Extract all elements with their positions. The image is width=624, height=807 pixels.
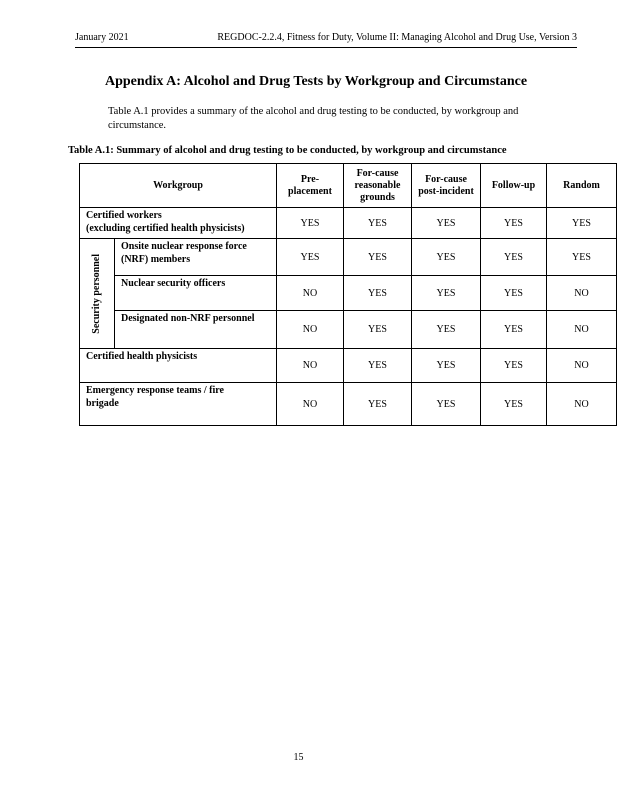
running-header	[75, 31, 577, 48]
cell-value: NO	[547, 383, 617, 426]
appendix-heading: Appendix A: Alcohol and Drug Tests by Workgroup and Circumstance	[105, 74, 528, 89]
cell-value: YES	[412, 276, 481, 311]
table-header-row	[80, 164, 617, 208]
cell-value: YES	[412, 349, 481, 383]
testing-summary-table	[79, 163, 617, 426]
cell-value: YES	[481, 239, 547, 276]
cell-value: YES	[412, 239, 481, 276]
row-group-security-personnel	[80, 239, 115, 349]
row-label-emergency-response-teams: Emergency response teams / fire brigade	[80, 383, 277, 426]
row-label-nuclear-security-officers: Nuclear security officers	[115, 276, 277, 311]
cell-value: YES	[344, 311, 412, 349]
cell-value: YES	[344, 239, 412, 276]
cell-value: YES	[481, 311, 547, 349]
column-header-random: Random	[547, 164, 617, 208]
cell-value: YES	[481, 208, 547, 239]
cell-value: YES	[412, 383, 481, 426]
security-personnel-vertical-label: Security personnel	[91, 253, 102, 334]
column-header-workgroup: Workgroup	[80, 164, 277, 208]
intro-paragraph: Table A.1 provides a summary of the alcohol and drug testing to be conducted, by workgroup and circumstance.	[108, 106, 519, 131]
column-header-pre-placement: Pre-placement	[277, 164, 344, 208]
cell-value: YES	[412, 208, 481, 239]
cell-value: YES	[277, 208, 344, 239]
cell-value: NO	[547, 349, 617, 383]
cell-value: NO	[277, 383, 344, 426]
table-caption: Table A.1: Summary of alcohol and drug testing to be conducted, by workgroup and circumstance	[68, 145, 507, 156]
cell-value: YES	[344, 349, 412, 383]
page-number: 15	[293, 752, 304, 763]
row-label-onsite-nrf-members: Onsite nuclear response force (NRF) members	[115, 239, 277, 276]
cell-value: YES	[344, 276, 412, 311]
table-row-onsite-nrf-members	[80, 239, 617, 276]
cell-value: NO	[547, 311, 617, 349]
table-row-nuclear-security-officers	[80, 276, 617, 311]
column-header-for-cause-reasonable-grounds: For-cause reasonable grounds	[344, 164, 412, 208]
cell-value: YES	[344, 383, 412, 426]
cell-value: NO	[547, 276, 617, 311]
cell-value: YES	[547, 239, 617, 276]
column-header-for-cause-post-incident: For-cause post-incident	[412, 164, 481, 208]
row-label-certified-health-physicists: Certified health physicists	[80, 349, 277, 383]
cell-value: YES	[277, 239, 344, 276]
column-header-follow-up: Follow-up	[481, 164, 547, 208]
cell-value: YES	[481, 383, 547, 426]
table-row-designated-non-nrf-personnel	[80, 311, 617, 349]
cell-value: YES	[481, 349, 547, 383]
table-row-certified-workers	[80, 208, 617, 239]
table-row-emergency-response-teams	[80, 383, 617, 426]
cell-value: NO	[277, 311, 344, 349]
cell-value: NO	[277, 349, 344, 383]
row-label-certified-workers: Certified workers (excluding certified health physicists)	[80, 208, 277, 239]
header-doc-title: REGDOC-2.2.4, Fitness for Duty, Volume II: Managing Alcohol and Drug Use, Version 3	[217, 32, 577, 43]
row-label-designated-non-nrf-personnel: Designated non-NRF personnel	[115, 311, 277, 349]
cell-value: YES	[547, 208, 617, 239]
header-date: January 2021	[75, 32, 129, 43]
cell-value: NO	[277, 276, 344, 311]
table-row-certified-health-physicists	[80, 349, 617, 383]
cell-value: YES	[481, 276, 547, 311]
cell-value: YES	[344, 208, 412, 239]
cell-value: YES	[412, 311, 481, 349]
